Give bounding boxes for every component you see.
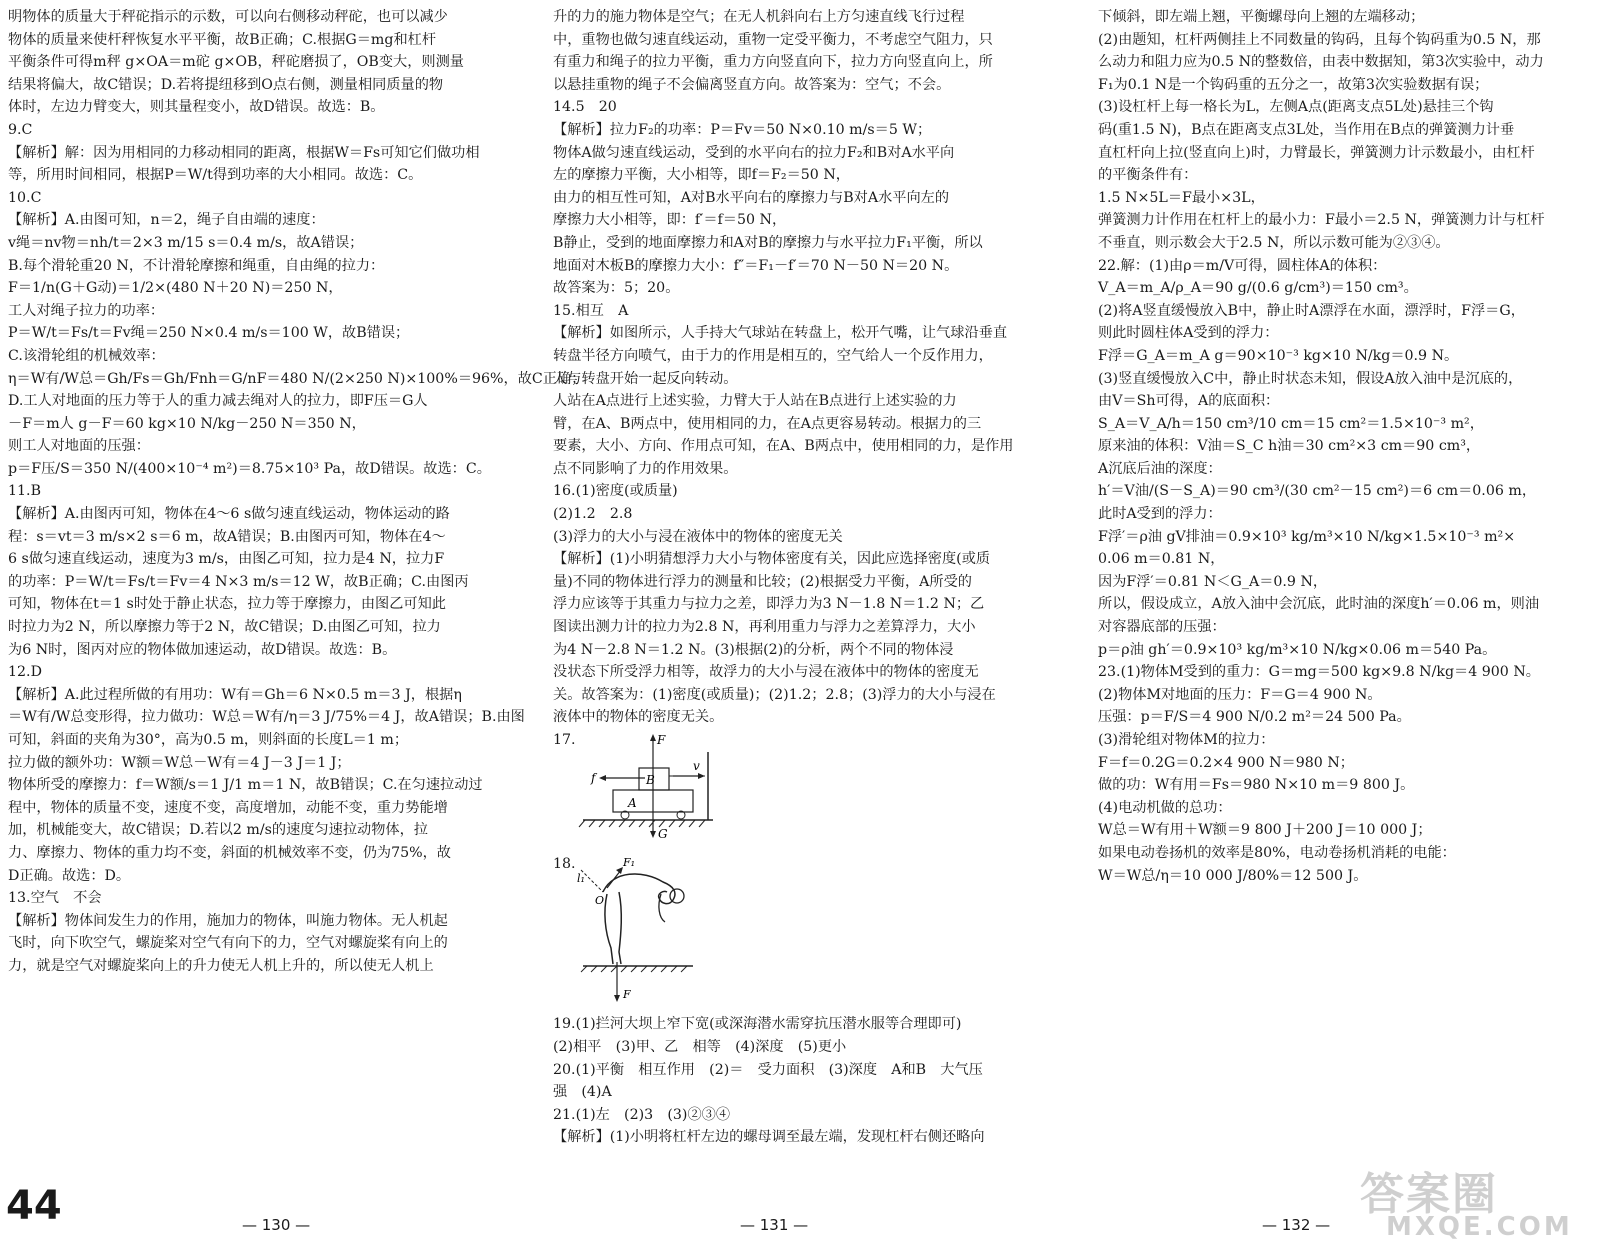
- text-line: h′＝V油/(S－S_A)＝90 cm³/(30 cm²－15 cm²)＝6 cm＝0.06 m，: [1098, 483, 1537, 500]
- text-line: 所以，假设成立，A放入油中会沉底，此时油的深度h′＝0.06 m，则油: [1098, 596, 1540, 613]
- question-17-number: 17.: [553, 732, 576, 748]
- text-line: 地面对木板B的摩擦力大小：f″＝F₁－f′＝70 N－50 N＝20 N。: [553, 257, 959, 274]
- text-line: 物体所受的摩擦力：f＝W额/s＝1 J/1 m＝1 N，故B错误；C.在匀速拉动过: [8, 777, 483, 794]
- label-v: v: [693, 758, 700, 773]
- text-line: 物体A做匀速直线运动，受到的水平向右的拉力F₂和B对A水平向: [553, 144, 955, 161]
- text-line: 23.(1)物体M受到的重力：G＝mg＝500 kg×9.8 N/kg＝4 900 N。: [1098, 664, 1540, 681]
- text-line: 左的摩擦力平衡，大小相等，即f＝F₂＝50 N，: [553, 167, 850, 184]
- text-line: 臂，在A、B两点中，使用相同的力，在A点更容易转动。根据力的三: [553, 415, 982, 432]
- text-line: 为6 N时，图丙对应的物体做加速运动，故D错误。故选：B。: [8, 641, 397, 658]
- text-line: 不垂直，则示数会大于2.5 N，所以示数可能为②③④。: [1098, 234, 1450, 251]
- text-line: 程中，物体的质量不变，速度不变，高度增加，动能不变，重力势能增: [8, 799, 448, 816]
- text-line: η＝W有/W总＝Gh/Fs＝Gh/Fnh＝G/nF＝480 N/(2×250 N)×100%＝96%，故C正确；: [8, 370, 586, 387]
- text-line: 拉力做的额外功：W额＝W总－W有＝4 J－3 J＝1 J；: [8, 754, 351, 771]
- text-line: 直杠杆向上拉(竖直向上)时，力臂最长，弹簧测力计示数最小，由杠杆: [1098, 144, 1535, 161]
- text-line: p＝ρ油 gh′＝0.9×10³ kg/m³×10 N/kg×0.06 m＝540 Pa。: [1098, 641, 1497, 658]
- text-line: 6 s做匀速直线运动，速度为3 m/s，由图乙可知，拉力是4 N，拉力F: [8, 551, 445, 568]
- text-line: F浮′＝ρ油 gV排油＝0.9×10³ kg/m³×10 N/kg×1.5×10⁻³ m²×: [1098, 528, 1516, 545]
- text-line: 没状态下所受浮力相等，故浮力的大小与浸在液体中的物体的密度无: [553, 664, 979, 681]
- text-line: 量)不同的物体进行浮力的测量和比较；(2)根据受力平衡，A所受的: [553, 573, 972, 590]
- text-line: 16.(1)密度(或质量): [553, 483, 678, 500]
- text-line: 时拉力为2 N，所以摩擦力等于2 N，故C错误；D.由图乙可知，拉力: [8, 619, 441, 636]
- text-line: 【解析】解：因为用相同的力移动相同的距离，根据W＝Fs可知它们做功相: [8, 144, 480, 161]
- label-l1: l₁: [577, 871, 585, 885]
- text-line: 【解析】A.此过程所做的有用功：W有＝Gh＝6 N×0.5 m＝3 J，根据η: [8, 686, 462, 703]
- text-line: 【解析】拉力F₂的功率：P＝Fv＝50 N×0.10 m/s＝5 W；: [553, 121, 932, 138]
- text-line: 么动力和阻力应为0.5 N的整数倍，由表中数据知，第3次实验中，动力: [1098, 54, 1544, 71]
- text-line: 程：s＝vt＝3 m/s×2 s＝6 m，故A错误；B.由图丙可知，物体在4～: [8, 528, 446, 545]
- text-line: (2)将A竖直缓慢放入B中，静止时A漂浮在水面，漂浮时，F浮＝G，: [1098, 302, 1525, 319]
- text-line: (2)物体M对地面的压力：F＝G＝4 900 N。: [1098, 686, 1382, 703]
- text-line: 如果电动卷扬机的效率是80%，电动卷扬机消耗的电能：: [1098, 844, 1456, 861]
- text-line: 物体的质量来使杆秤恢复水平平衡，故B正确；C.根据G＝mg和杠杆: [8, 31, 437, 48]
- text-line: 可知，物体在t＝1 s时处于静止状态，拉力等于摩擦力，由图乙可知此: [8, 596, 446, 613]
- text-line: 则此时圆柱体A受到的浮力：: [1098, 325, 1279, 342]
- text-line: (4)电动机做的总功：: [1098, 799, 1232, 816]
- text-line: (3)浮力的大小与浸在液体中的物体的密度无关: [553, 528, 843, 545]
- watermark-top: 答案圈: [1360, 1169, 1498, 1220]
- label-F1: F₁: [623, 855, 636, 869]
- page-tag: 44: [6, 1183, 62, 1229]
- text-line: D.工人对地面的压力等于人的重力减去绳对人的拉力，即F压＝G人: [8, 393, 428, 410]
- text-line: 此时A受到的浮力：: [1098, 506, 1222, 523]
- text-line: W总＝W有用＋W额＝9 800 J＋200 J＝10 000 J；: [1098, 822, 1432, 839]
- text-line: 要素，大小、方向、作用点可知，在A、B两点中，使用相同的力，是作用: [553, 438, 1014, 455]
- text-line: 11.B: [8, 483, 41, 500]
- text-line: 20.(1)平衡 相互作用 (2)＝ 受力面积 (3)深度 A和B 大气压: [553, 1061, 983, 1078]
- text-line: 人站在A点进行上述实验，力臂大于人站在B点进行上述实验的力: [553, 393, 957, 410]
- text-line: 【解析】A.由图丙可知，物体在4～6 s做匀速直线运动，物体运动的路: [8, 506, 450, 523]
- text-line: P＝W/t＝Fs/t＝Fv绳＝250 N×0.4 m/s＝100 W，故B错误；: [8, 325, 410, 342]
- text-line: B.每个滑轮重20 N，不计滑轮摩擦和绳重，自由绳的拉力：: [8, 257, 385, 274]
- text-line: 为4 N－2.8 N＝1.2 N。(3)根据(2)的分析，两个不同的物体浸: [553, 641, 954, 658]
- text-line: 9.C: [8, 121, 33, 138]
- text-line: D正确。故选：D。: [8, 867, 131, 884]
- label-F: F: [657, 732, 666, 747]
- text-line: (2)1.2 2.8: [553, 506, 633, 523]
- text-line: S_A＝V_A/h＝150 cm³/10 cm＝15 cm²＝1.5×10⁻³ m²，: [1098, 415, 1484, 432]
- text-line: 工人对绳子拉力的功率：: [8, 302, 165, 319]
- page-number-130: — 130 —: [242, 1216, 311, 1234]
- text-line: 有重力和绳子的拉力平衡，重力方向竖直向下，拉力方向竖直向上，所: [553, 54, 993, 71]
- text-line: 平衡条件可得m秤 g×OA＝m砣 g×OB，秤砣磨损了，OB变大，则测量: [8, 54, 464, 71]
- text-line: (2)相平 (3)甲、乙 相等 (4)深度 (5)更小: [553, 1038, 847, 1055]
- text-line: 结果将偏大，故C错误；D.若将提纽移到O点右侧，测量相同质量的物: [8, 76, 444, 93]
- text-line: 加，机械能变大，故C错误；D.若以2 m/s的速度匀速拉动物体，拉: [8, 822, 428, 839]
- text-line: 升的力的施力物体是空气；在无人机斜向右上方匀速直线飞行过程: [553, 9, 965, 25]
- text-line: 对容器底部的压强：: [1098, 619, 1226, 636]
- text-line: 12.D: [8, 664, 42, 681]
- lever-figure-18: [573, 852, 733, 1002]
- text-line: 【解析】如图所示，人手持大气球站在转盘上，松开气嘴，让气球沿垂直: [553, 325, 1008, 342]
- text-line: A沉底后油的深度：: [1098, 460, 1222, 477]
- text-line: 码(重1.5 N)，B点在距离支点3L处，当作用在B点的弹簧测力计垂: [1098, 121, 1515, 138]
- text-line: 由V＝Sh可得，A的底面积：: [1098, 393, 1280, 410]
- text-line: 液体中的物体的密度无关。: [553, 709, 724, 726]
- text-line: 因为F浮′＝0.81 N＜G_A＝0.9 N，: [1098, 573, 1328, 590]
- text-line: 的功率：P＝W/t＝Fs/t＝Fv＝4 N×3 m/s＝12 W，故B正确；C.由图丙: [8, 573, 469, 590]
- text-line: (3)设杠杆上每一格长为L，左侧A点(距离支点5L处)悬挂三个钩: [1098, 99, 1494, 116]
- label-O: O: [595, 893, 605, 907]
- text-line: (3)滑轮组对物体M的拉力：: [1098, 732, 1275, 748]
- column-middle-bottom: [553, 1013, 1078, 1149]
- text-line: 【解析】(1)小明将杠杆左边的螺母调至最左端，发现杠杆右侧还略向: [553, 1129, 985, 1146]
- text-line: 【解析】(1)小明猜想浮力大小与物体密度有关，因此应选择密度(或质: [553, 551, 991, 568]
- text-line: 等，所用时间相同，根据P＝W/t得到功率的大小相同。故选：C。: [8, 167, 423, 184]
- text-line: 原来油的体积：V油＝S_C h油＝30 cm²×3 cm＝90 cm³，: [1098, 438, 1481, 455]
- label-f: f: [591, 770, 596, 785]
- page-number-131: — 131 —: [740, 1216, 809, 1234]
- text-line: 以悬挂重物的绳子不会偏离竖直方向。故答案为：空气；不会。: [553, 76, 951, 93]
- text-line: 则工人对地面的压强：: [8, 438, 150, 455]
- text-line: F₁为0.1 N是一个钩码重的五分之一，故第3次实验数据有误；: [1098, 76, 1489, 93]
- text-line: F浮＝G_A＝m_A g＝90×10⁻³ kg×10 N/kg＝0.9 N。: [1098, 347, 1459, 364]
- watermark-bottom: MXQE.COM: [1386, 1212, 1573, 1242]
- force-diagram-17: [573, 732, 733, 842]
- text-line: 下倾斜，即左端上翘，平衡螺母向上翘的左端移动；: [1098, 9, 1425, 25]
- text-line: B静止，受到的地面摩擦力和A对B的摩擦力与水平拉力F₁平衡，所以: [553, 234, 983, 251]
- column-middle-top: [553, 6, 1078, 729]
- text-line: 压强：p＝F/S＝4 900 N/0.2 m²＝24 500 Pa。: [1098, 709, 1411, 726]
- column-right: [1098, 6, 1593, 887]
- text-line: 点不同影响了力的作用效果。: [553, 460, 738, 477]
- text-line: 【解析】A.由图可知，n＝2，绳子自由端的速度：: [8, 212, 325, 229]
- text-line: 力、摩擦力、物体的重力均不变，斜面的机械效率不变，仍为75%，故: [8, 844, 451, 861]
- text-line: V_A＝m_A/ρ_A＝90 g/(0.6 g/cm³)＝150 cm³。: [1098, 280, 1418, 297]
- label-G: G: [658, 826, 668, 841]
- text-line: 【解析】物体间发生力的作用，施加力的物体，叫施力物体。无人机起: [8, 912, 448, 929]
- label-B: B: [646, 772, 655, 787]
- text-line: F＝1/n(G＋G动)＝1/2×(480 N＋20 N)＝250 N，: [8, 280, 343, 297]
- text-line: 飞时，向下吹空气，螺旋桨对空气有向下的力，空气对螺旋桨有向上的: [8, 935, 448, 952]
- text-line: 力，就是空气对螺旋桨向上的升力使无人机上升的，所以使无人机上: [8, 957, 434, 974]
- label-A: A: [628, 795, 637, 810]
- text-line: 由力的相互性可知，A对B水平向右的摩擦力与B对A水平向左的: [553, 189, 950, 206]
- text-line: 14.5 20: [553, 99, 617, 116]
- text-line: 做的功：W有用＝Fs＝980 N×10 m＝9 800 J。: [1098, 777, 1415, 794]
- text-line: p＝F压/S＝350 N/(400×10⁻⁴ m²)＝8.75×10³ Pa，故D错误。故选：C。: [8, 460, 491, 477]
- text-line: 的平衡条件有：: [1098, 167, 1198, 184]
- text-line: 关。故答案为：(1)密度(或质量)；(2)1.2；2.8；(3)浮力的大小与浸在: [553, 686, 996, 703]
- text-line: 10.C: [8, 189, 42, 206]
- text-line: C.该滑轮组的机械效率：: [8, 347, 165, 364]
- page-number-132: — 132 —: [1262, 1216, 1331, 1234]
- text-line: 弹簧测力计作用在杠杆上的最小力：F最小＝2.5 N，弹簧测力计与杠杆: [1098, 212, 1545, 229]
- text-line: 摩擦力大小相等，即：f′＝f＝50 N，: [553, 212, 787, 229]
- text-line: W＝W总/η＝10 000 J/80%＝12 500 J。: [1098, 867, 1368, 884]
- text-line: －F＝m人 g－F＝60 kg×10 N/kg－250 N＝350 N，: [8, 415, 366, 432]
- text-line: F＝f＝0.2G＝0.2×4 900 N＝980 N；: [1098, 754, 1354, 771]
- text-line: ＝W有/W总变形得，拉力做功：W总＝W有/η＝3 J/75%＝4 J，故A错误；B.由图: [8, 709, 525, 726]
- text-line: 13.空气 不会: [8, 890, 102, 907]
- text-line: 故答案为：5；20。: [553, 280, 680, 297]
- label-F-bottom: F: [623, 987, 631, 1001]
- column-middle: [553, 6, 1078, 1149]
- text-line: 浮力应该等于其重力与拉力之差，即浮力为3 N－1.8 N＝1.2 N；乙: [553, 596, 985, 613]
- text-line: v绳＝nv物＝nh/t＝2×3 m/15 s＝0.4 m/s，故A错误；: [8, 234, 364, 251]
- text-line: 中，重物也做匀速直线运动，重物一定受平衡力，不考虑空气阻力，只: [553, 31, 993, 48]
- question-18-number: 18.: [553, 856, 576, 873]
- text-line: 明物体的质量大于秤砣指示的示数，可以向右侧移动秤砣，也可以减少: [8, 9, 448, 25]
- text-line: (3)竖直缓慢放入C中，静止时状态未知，假设A放入油中是沉底的，: [1098, 370, 1523, 387]
- text-line: (2)由题知，杠杆两侧挂上不同数量的钩码，且每个钩码重为0.5 N，那: [1098, 31, 1541, 48]
- text-line: 转盘半径方向喷气，由于力的作用是相互的，空气给人一个反作用力，: [553, 347, 993, 364]
- text-line: 1.5 N×5L＝F最小×3L，: [1098, 189, 1265, 206]
- text-line: 强 (4)A: [553, 1084, 612, 1101]
- text-line: 人与转盘开始一起反向转动。: [553, 370, 738, 387]
- text-line: 22.解：(1)由ρ＝m/V可得，圆柱体A的体积：: [1098, 257, 1387, 274]
- text-line: 体时，左边力臂变大，则其量程变小，故D错误。故选：B。: [8, 99, 385, 116]
- text-line: 可知，斜面的夹角为30°，高为0.5 m，则斜面的长度L＝1 m；: [8, 732, 409, 748]
- text-line: 0.06 m＝0.81 N，: [1098, 551, 1225, 568]
- watermark-logo: [1340, 1158, 1595, 1248]
- text-line: 15.相互 A: [553, 302, 629, 319]
- text-line: 21.(1)左 (2)3 (3)②③④: [553, 1106, 731, 1123]
- text-line: 图读出测力计的拉力为2.8 N，再利用重力与浮力之差算浮力，大小: [553, 619, 976, 636]
- text-line: 19.(1)拦河大坝上窄下宽(或深海潜水需穿抗压潜水服等合理即可): [553, 1016, 962, 1033]
